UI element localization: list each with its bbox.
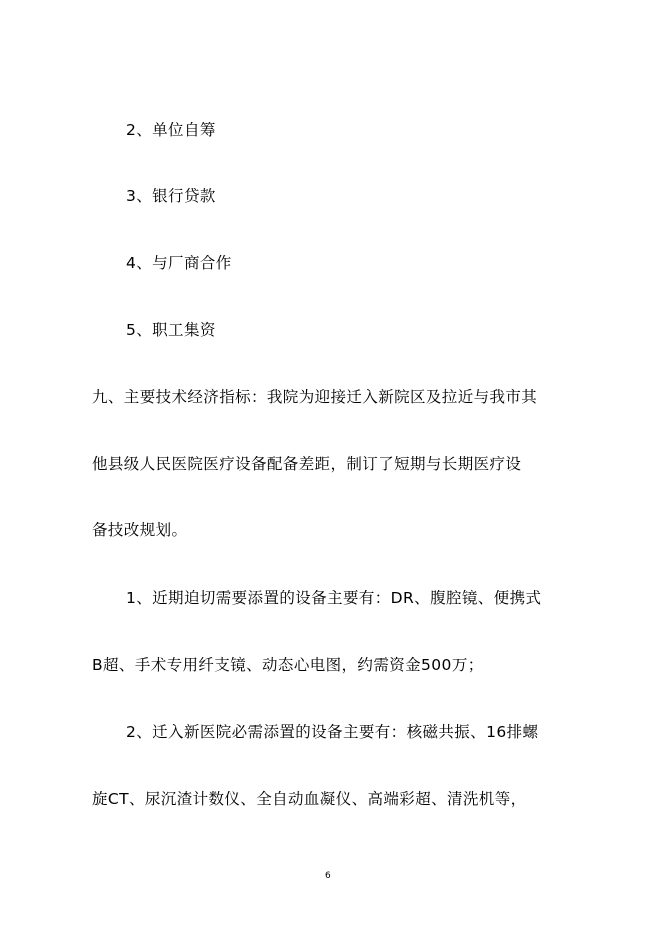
paragraph-line: 他县级人民医院医疗设备配备差距，制订了短期与长期医疗设 [92,455,522,473]
section-heading-tech-indicators: 九、主要技术经济指标：我院为迎接迁入新院区及拉近与我市其 [92,388,538,406]
list-item-self-funding: 2、单位自筹 [126,121,216,139]
paragraph-line: B超、手术专用纤支镜、动态心电图，约需资金500万； [92,656,484,674]
paragraph-line: 备技改规划。 [92,521,188,539]
list-item-vendor-cooperation: 4、与厂商合作 [126,254,232,272]
list-item-staff-fundraising: 5、职工集资 [126,321,216,339]
paragraph-line: 旋CT、尿沉渣计数仪、全自动血凝仪、高端彩超、清洗机等， [92,790,527,808]
page-number: 6 [325,871,331,881]
list-item-near-term-equipment: 1、近期迫切需要添置的设备主要有：DR、腹腔镜、便携式 [126,589,542,607]
list-item-new-hospital-equipment: 2、迁入新医院必需添置的设备主要有：核磁共振、16排螺 [126,723,539,741]
list-item-bank-loan: 3、银行贷款 [126,187,216,205]
